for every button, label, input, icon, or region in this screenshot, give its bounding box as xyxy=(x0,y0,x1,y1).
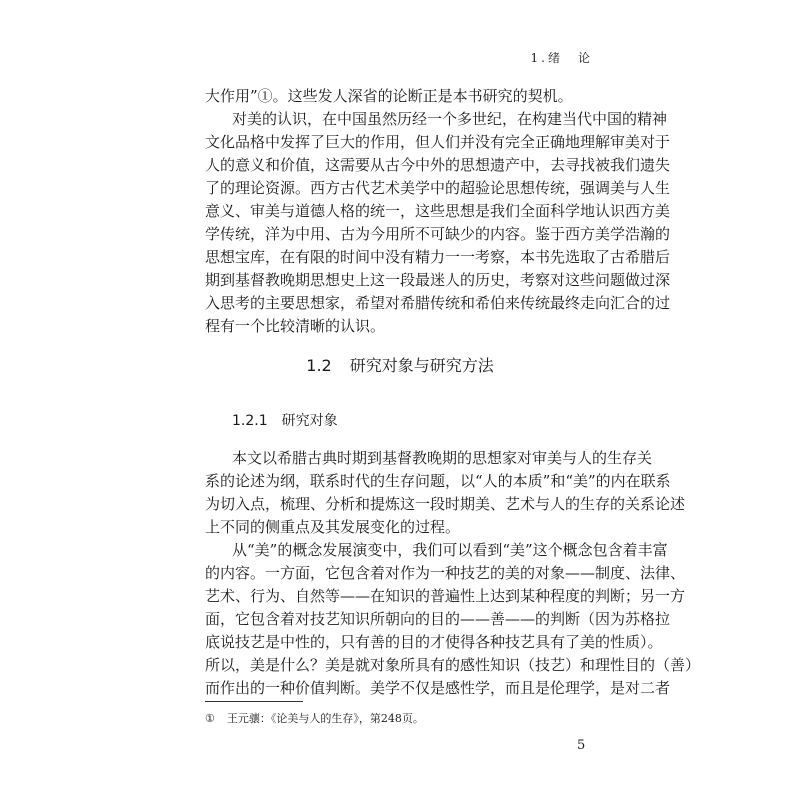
subsection-number: 1.2.1 xyxy=(232,413,268,429)
body-text-line: 从“美”的概念发展演变中，我们可以看到“美”这个概念包含着丰富 xyxy=(232,541,668,559)
body-text-line: 思想宝库，在有限的时间中没有精力一一考察，本书先选取了古希腊后 xyxy=(205,248,671,266)
body-text-line: 大作用”①。这些发人深省的论断正是本书研究的契机。 xyxy=(205,87,573,105)
body-text-line: 为切入点，梳理、分析和提炼这一段时期美、艺术与人的生存的关系论述 xyxy=(205,495,686,513)
body-text-line: 本文以希腊古典时期到基督教晚期的思想家对审美与人的生存关 xyxy=(232,449,653,467)
footnote-text: 王元骧：《论美与人的生存》，第248页。 xyxy=(226,712,424,725)
footnote-rule xyxy=(205,701,303,702)
body-text-line: 入思考的主要思想家，希望对希腊传统和希伯来传统最终走向汇合的过 xyxy=(205,294,671,312)
body-text-line: 对美的认识，在中国虽然历经一个多世纪，在构建当代中国的精神 xyxy=(232,110,668,128)
page-number: 5 xyxy=(577,738,586,753)
body-text-line: 所以，美是什么？美是就对象所具有的感性知识（技艺）和理性目的（善） xyxy=(205,656,701,674)
body-text-line: 期到基督教晚期思想史上这一段最迷人的历史，考察对这些问题做过深 xyxy=(205,271,671,289)
body-text-line: 人的意义和价值，这需要从古今中外的思想遗产中，去寻找被我们遗失 xyxy=(205,156,671,174)
body-text-line: 系的论述为纲，联系时代的生存问题，以“人的本质”和“美”的内在联系 xyxy=(205,472,671,490)
body-text-line: 而作出的一种价值判断。美学不仅是感性学，而且是伦理学，是对二者 xyxy=(205,679,671,697)
body-text-line: 底说技艺是中性的，只有善的目的才使得各种技艺具有了美的性质）。 xyxy=(205,633,663,651)
section-heading xyxy=(0,353,800,376)
footnote-mark: ① xyxy=(205,712,215,725)
body-text-line: 上不同的侧重点及其发展变化的过程。 xyxy=(205,518,461,536)
body-text-line: 学传统，洋为中用、古为今用所不可缺少的内容。鉴于西方美学浩瀚的 xyxy=(205,225,671,243)
body-text-line: 文化品格中发挥了巨大的作用，但人们并没有完全正确地理解审美对于 xyxy=(205,133,671,151)
section-title: 研究对象与研究方法 xyxy=(349,356,494,375)
body-text-line: 的内容。一方面，它包含着对作为一种技艺的美的对象——制度、法律、 xyxy=(205,564,686,582)
body-text-line: 意义、审美与道德人格的统一，这些思想是我们全面科学地认识西方美 xyxy=(205,202,671,220)
running-header: 1.绪 论 xyxy=(530,51,593,65)
section-number: 1.2 xyxy=(306,356,332,375)
footnote xyxy=(205,710,424,726)
body-text-line: 了的理论资源。西方古代艺术美学中的超验论思想传统，强调美与人生 xyxy=(205,179,671,197)
subsection-title: 研究对象 xyxy=(281,413,338,429)
body-text-line: 程有一个比较清晰的认识。 xyxy=(205,317,386,335)
subsection-heading xyxy=(232,410,338,430)
body-text-line: 面，它包含着对技艺知识所朝向的目的——善——的判断（因为苏格拉 xyxy=(205,610,671,628)
body-text-line: 艺术、行为、自然等——在知识的普遍性上达到某种程度的判断；另一方 xyxy=(205,587,686,605)
